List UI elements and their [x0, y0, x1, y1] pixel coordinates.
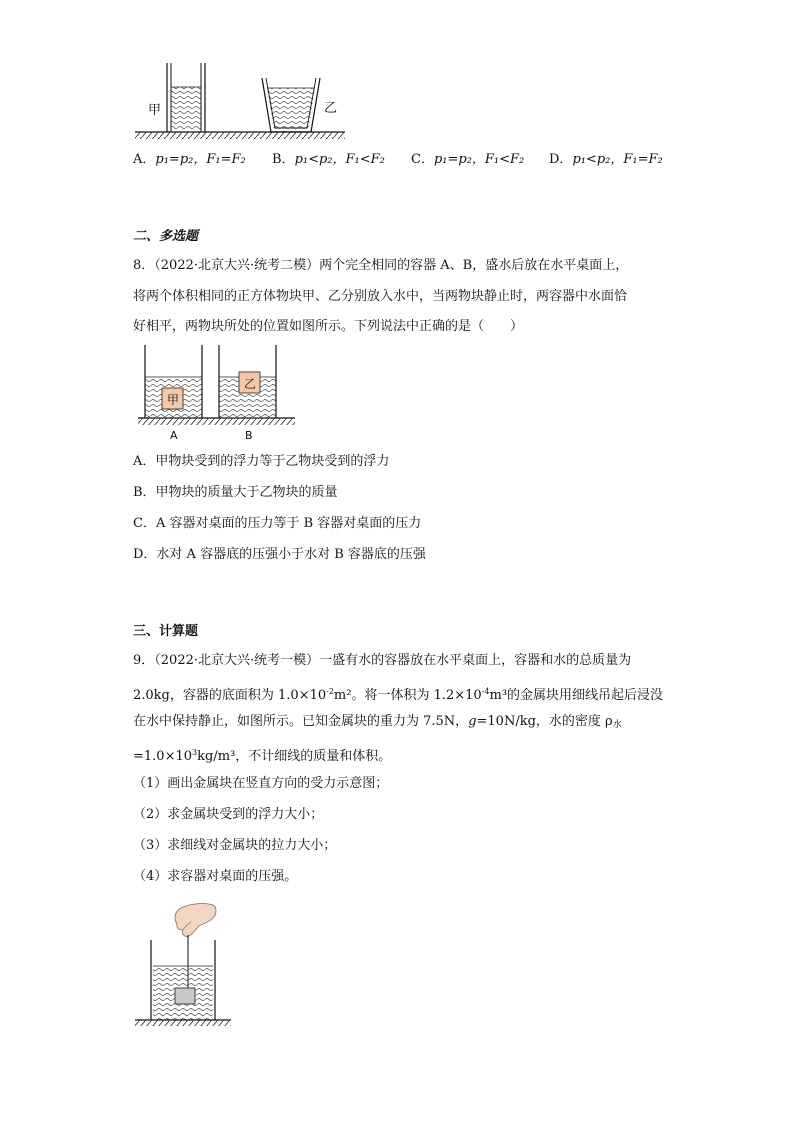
hand-icon — [175, 904, 216, 937]
q8-figure — [135, 343, 300, 428]
q8-line-2: 将两个体积相同的正方体物块甲、乙分别放入水中，当两物块静止时，两容器中水面恰 — [133, 289, 628, 304]
q8-option-b: B．甲物块的质量大于乙物块的质量 — [133, 485, 338, 500]
q7-figure — [130, 60, 350, 145]
q8-block-label-b: 乙 — [244, 377, 257, 391]
section-3-title: 三、计算题 — [133, 624, 199, 639]
q7-label-left: 甲 — [148, 103, 162, 118]
q8-option-c: C．A 容器对桌面的压力等于 B 容器对桌面的压力 — [133, 516, 422, 531]
q9-line-1: 9．（2022·北京大兴·统考一模）一盛有水的容器放在水平桌面上，容器和水的总质量为 — [133, 653, 632, 668]
q8-line-1: 8．（2022·北京大兴·统考二模）两个完全相同的容器 A、B，盛水后放在水平桌面上， — [133, 258, 629, 273]
q9-line-2: 2.0kg，容器的底面积为 $1.0\times 10^{-2}m^2$。将一体积为 $1.2\times 10^{-4}m^3$的金属块用细线吊起后浸没 — [133, 687, 664, 703]
q7-option-b: B．p₁<p₂，F₁<F₂ — [272, 152, 385, 167]
q8-container-label-a: A — [170, 429, 178, 442]
q8-container-label-b: B — [245, 429, 253, 442]
q7-option-d: D．p₁<p₂，F₁=F₂ — [549, 152, 663, 167]
q7-option-c: C．p₁=p₂，F₁<F₂ — [411, 152, 525, 167]
q9-item-2: （2）求金属块受到的浮力大小； — [133, 807, 324, 822]
q7-label-right: 乙 — [324, 101, 338, 116]
q9-line-4: $=1.0\times 10^3kg/m^3$，不计细线的质量和体积。 — [133, 748, 392, 764]
q8-option-a: A．甲物块受到的浮力等于乙物块受到的浮力 — [133, 454, 390, 469]
q9-line-3: 在水中保持静止，如图所示。已知金属块的重力为 7.5N，g=10N/kg，水的密度 $\rho_水$ — [133, 714, 622, 730]
q9-item-3: （3）求细线对金属块的拉力大小； — [133, 838, 337, 853]
q8-line-3: 好相平，两物块所处的位置如图所示。下列说法中正确的是（ ） — [133, 319, 524, 334]
q8-block-label-a: 甲 — [167, 393, 180, 407]
q8-option-d: D．水对 A 容器底的压强小于水对 B 容器底的压强 — [133, 547, 426, 562]
q9-figure — [133, 902, 243, 1032]
metal-block — [175, 988, 195, 1004]
q9-item-4: （4）求容器对桌面的压强。 — [133, 869, 298, 884]
q7-option-a: A．p₁=p₂，F₁=F₂ — [133, 152, 246, 167]
q9-item-1: （1）画出金属块在竖直方向的受力示意图； — [133, 776, 389, 791]
section-2-title: 二、多选题 — [133, 229, 199, 244]
